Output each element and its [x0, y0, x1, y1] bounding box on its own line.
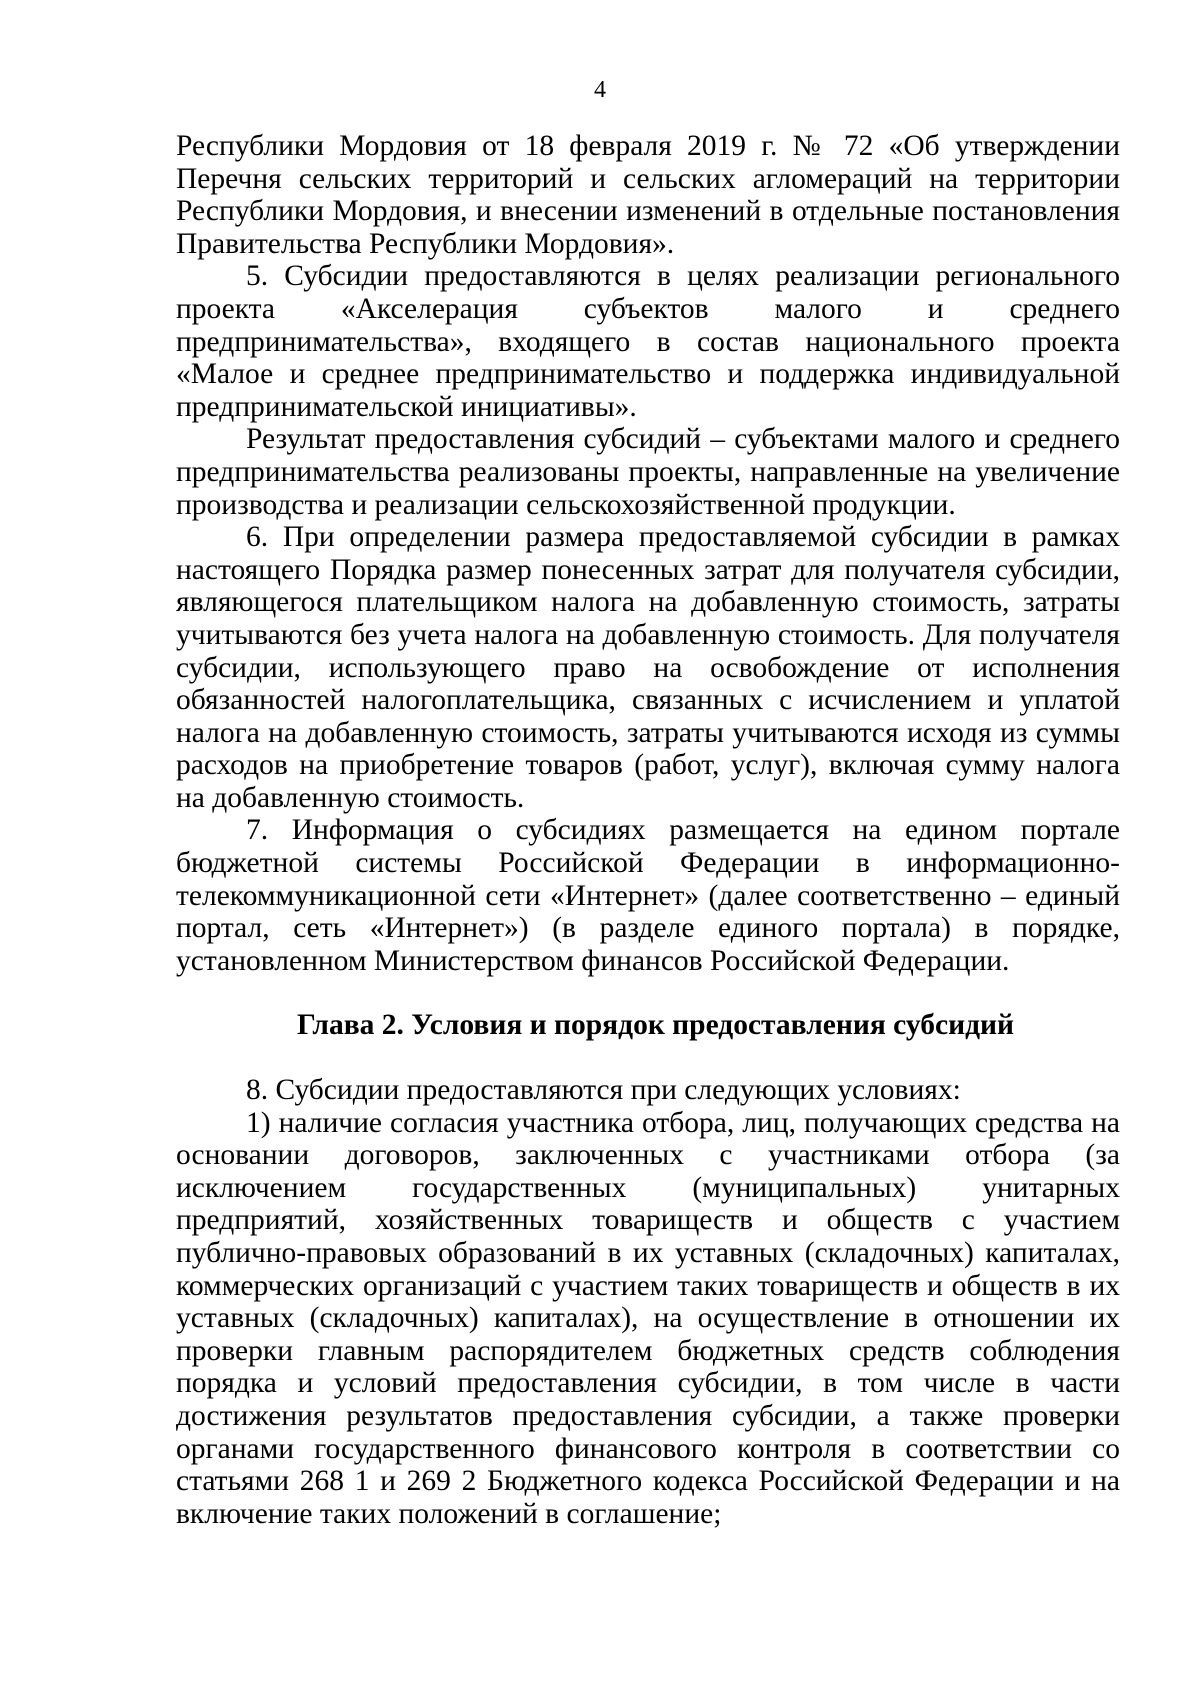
paragraph-item-8-1: 1) наличие согласия участника отбора, лиц, получающих средства на основании договоров, заключенных с участниками отбора (за исключением государственных (муниципальных) унитарных предприятий, хозяйственных товариществ и обществ с участием публично-правовых образований в их уставных (складочных) капиталах, коммерческих организаций с участием таких товариществ и обществ в их уставных (складочных) капиталах), на осуществление в отношении их проверки главным распорядителем бюджетных средств соблюдения порядка и условий предоставления субсидии, в том числе в части достижения результатов предоставления субсидии, а также проверки органами государственного финансового контроля в соответствии со статьями 268 1 и 269 2 Бюджетного кодекса Российской Федерации и на включение таких положений в соглашение; — [176, 1106, 1120, 1530]
document-body — [176, 130, 1120, 1530]
chapter-heading: Глава 2. Условия и порядок предоставления субсидий — [296, 1009, 1015, 1042]
paragraph-result: Результат предоставления субсидий – субъектами малого и среднего предпринимательства реализованы проекты, направленные на увеличение производства и реализации сельскохозяйственной продукции. — [176, 423, 1120, 521]
paragraph-item-5: 5. Субсидии предоставляются в целях реализации регионального проекта «Акселерация субъектов малого и среднего предпринимательства», входящего в состав национального проекта «Малое и среднее предпринимательство и поддержка индивидуальной предпринимательской инициативы». — [176, 260, 1120, 423]
paragraph-continuation: Республики Мордовия от 18 февраля 2019 г. № 72 «Об утверждении Перечня сельских территорий и сельских агломераций на территории Республики Мордовия, и внесении изменений в отдельные постановления Правительства Республики Мордовия». — [176, 130, 1120, 260]
page-number: 4 — [594, 77, 606, 103]
paragraph-item-7: 7. Информация о субсидиях размещается на едином портале бюджетной системы Российской Федерации в информационно-телекоммуникационной сети «Интернет» (далее соответственно – единый портал, сеть «Интернет») (в разделе единого портала) в порядке, установленном Министерством финансов Российской Федерации. — [176, 814, 1120, 977]
paragraph-item-8: 8. Субсидии предоставляются при следующих условиях: — [246, 1074, 961, 1107]
paragraph-item-6: 6. При определении размера предоставляемой субсидии в рамках настоящего Порядка размер понесенных затрат для получателя субсидии, являющегося плательщиком налога на добавленную стоимость, затраты учитываются без учета налога на добавленную стоимость. Для получателя субсидии, использующего право на освобождение от исполнения обязанностей налогоплательщика, связанных с исчислением и уплатой налога на добавленную стоимость, затраты учитываются исходя из суммы расходов на приобретение товаров (работ, услуг), включая сумму налога на добавленную стоимость. — [176, 521, 1120, 814]
